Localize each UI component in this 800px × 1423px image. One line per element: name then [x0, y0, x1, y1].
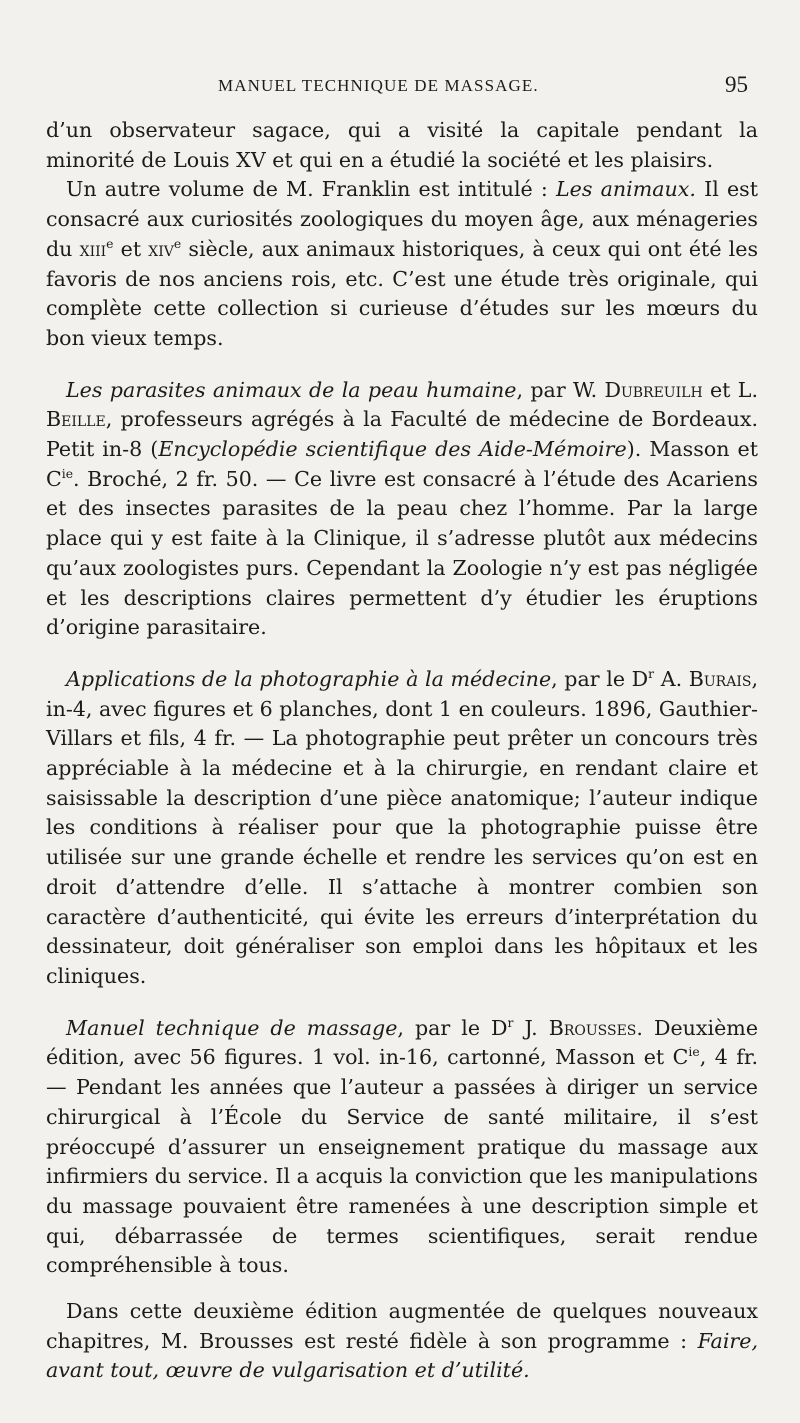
- paragraph-les-animaux: [46, 175, 758, 353]
- author-name: Burais: [688, 666, 752, 691]
- page-number: 95: [725, 72, 748, 97]
- paragraph-text: , par le D: [397, 1015, 508, 1040]
- century-numeral: xiii: [79, 236, 107, 261]
- author-name: Brousses: [548, 1015, 637, 1040]
- paragraph-text: , 4 fr. — Pendant les années que l’auteur a passées à diriger un service chirurgical à l’École du Service de santé militaire, il s’est préoccupé d’assurer un enseignement pratique du massage aux infirmiers du service. Il a acquis la conviction que les manipulations du massage pouvaient être ramenées à une description simple et qui, débarrassée de termes scientifiques, serait rendue compréhensible à tous.: [46, 1045, 758, 1278]
- paragraph-deuxieme-edition: [46, 1297, 758, 1386]
- paragraph-text: Un autre volume de M. Franklin est intitulé :: [66, 177, 556, 202]
- paragraph-text: , professeurs agrégés à la Faculté de médecine de Bordeaux. Petit in-8 (: [46, 407, 758, 462]
- paragraph-text: . Deuxième édition, avec 56 figures. 1 vol. in-16, cartonné, Masson et C: [46, 1015, 759, 1070]
- paragraph-gap: [46, 992, 758, 1014]
- superscript: r: [648, 667, 655, 682]
- review-parasites: [46, 376, 758, 643]
- paragraph-text: A.: [654, 666, 689, 691]
- book-title: Applications de la photographie à la médecine: [66, 666, 552, 691]
- paragraph-text: et L.: [702, 377, 758, 402]
- paragraph-text: , par W.: [516, 377, 605, 402]
- running-title: MANUEL TECHNIQUE DE MASSAGE.: [218, 76, 539, 95]
- century-numeral: xiv: [148, 236, 174, 261]
- paragraph-text: et: [113, 236, 149, 261]
- paragraph-text: J.: [513, 1015, 549, 1040]
- paragraph-text: , par le D: [551, 666, 649, 691]
- paragraph-text: d’un observateur sagace, qui a visité la capitale pendant la minorité de Louis XV et qui en a étudié la société et les plaisirs.: [46, 118, 758, 172]
- book-title: Les parasites animaux de la peau humaine: [66, 377, 517, 402]
- superscript: e: [106, 236, 114, 251]
- series-title: Encyclopédie scientifique des Aide-Mémoire: [158, 437, 627, 462]
- paragraph-text: siècle, aux animaux historiques, à ceux qui ont été les favoris de nos anciens rois, etc. C’est une étude très originale, qui complète cette collection si curieuse d’études sur les mœurs du bon vieux temps.: [46, 236, 759, 350]
- superscript: ie: [688, 1045, 700, 1060]
- author-name: Dubreuilh: [604, 377, 703, 402]
- paragraph-text: . Broché, 2 fr. 50. — Ce livre est consacré à l’étude des Acariens et des insectes parasites de la peau chez l’homme. Par la large place qui y est faite à la Clinique, il s’adresse plutôt aux médecins qu’aux zoologistes purs. Cependant la Zoologie n’y est pas négligée et les descriptions claires permettent d’y étudier les éruptions d’origine parasitaire.: [46, 466, 758, 640]
- paragraph-text: Dans cette deuxième édition augmentée de quelques nouveaux chapitres, M. Brousses est resté fidèle à son programme :: [46, 1299, 758, 1353]
- paragraph-gap: [46, 1281, 758, 1297]
- paragraph-gap: [46, 643, 758, 665]
- superscript: ie: [61, 466, 74, 481]
- review-massage: [46, 1014, 758, 1281]
- paragraph-gap: [46, 354, 758, 376]
- book-title: Manuel technique de massage: [66, 1015, 398, 1040]
- paragraph-text: Il est consacré aux curiosités zoologiques du moyen âge, aux ménageries du: [46, 177, 758, 261]
- superscript: e: [173, 236, 182, 251]
- author-name: Beille: [46, 407, 106, 432]
- body-text: [46, 116, 758, 1386]
- superscript: r: [507, 1015, 514, 1030]
- program-quote: Faire, avant tout, œuvre de vulgarisation et d’utilité.: [46, 1328, 758, 1383]
- paragraph-text: ). Masson et C: [46, 437, 758, 491]
- book-title: Les animaux.: [555, 177, 696, 202]
- paragraph-text: , in-4, avec figures et 6 planches, dont 1 en couleurs. 1896, Gauthier-Villars et fils, 4 fr. — La photographie peut prêter un concours très appréciable à la médecine et à la chirurgie, en rendant claire et saisissable la description d’une pièce anatomique; l’auteur indique les conditions à réaliser pour que la photographie puisse être utilisée sur une grande échelle et rendre les services qu’on est en droit d’attendre d’elle. Il s’attache à montrer combien son caractère d’authenticité, qui évite les erreurs d’interprétation du dessinateur, doit généraliser son emploi dans les hôpitaux et les cliniques.: [46, 666, 759, 988]
- paragraph-continuation: [46, 116, 758, 175]
- review-photographie: [46, 665, 758, 992]
- page-header: [0, 72, 800, 104]
